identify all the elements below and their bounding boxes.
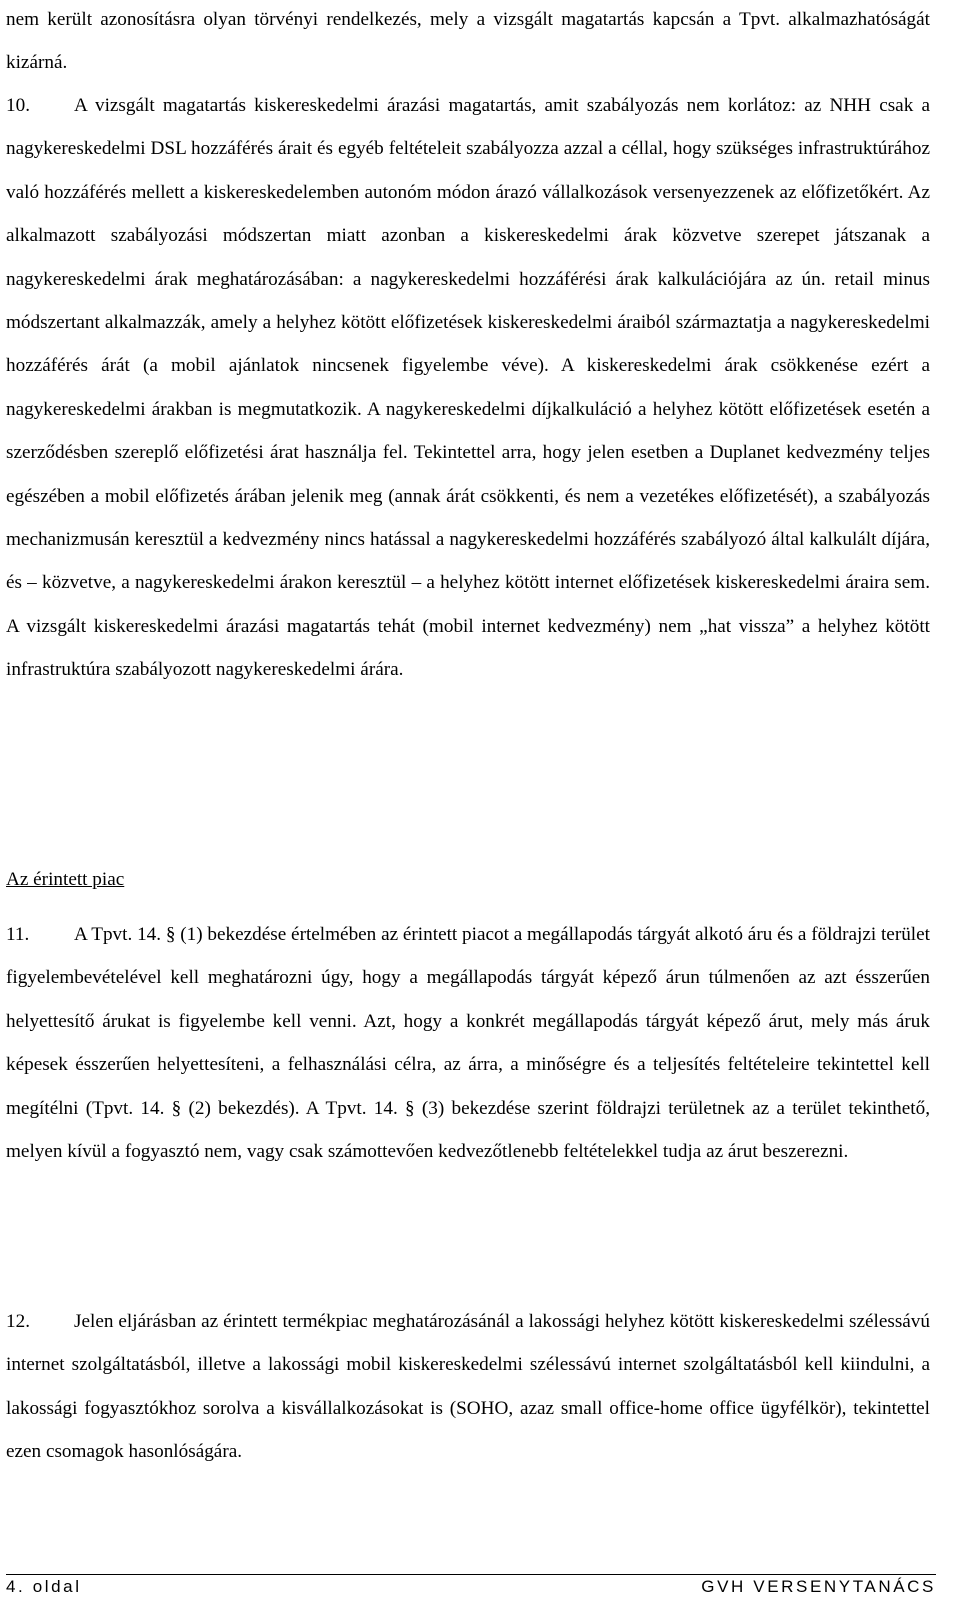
section-heading: Az érintett piac — [6, 869, 125, 890]
paragraph-text: Jelen eljárásban az érintett termékpiac meghatározásánál a lakossági helyhez kötött kiskereskedelmi szélessávú internet szolgáltatásból, illetve a lakossági mobil kiskereskedelmi szélessávú internet szolgáltatásból kell kiindulni, a lakossági fogyasztókhoz sorolva a kisvállalkozásokat is (SOHO, azaz small office-home office ügyfélkör), tekintettel ezen csomagok hasonlóságára. — [6, 1311, 930, 1463]
paragraph-number: 10. — [6, 95, 30, 116]
paragraph-text: A vizsgált magatartás kiskereskedelmi árazási magatartás, amit szabályozás nem korlátoz: az NHH csak a nagykereskedelmi DSL hozzáférés árait és egyéb feltételeit szabályozza azzal a céllal, hogy szükséges infrastruktúrához való hozzáférés mellett a kiskereskedelemben autonóm módon árazó vállalkozások versenyezzenek az előfizetőkért. Az alkalmazott szabályozási módszertan miatt azonban a kiskereskedelmi árak közvetve szerepet játszanak a nagykereskedelmi árak meghatározásában: a nagykereskedelmi hozzáférési árak kalkulációjára az ún. retail minus módszertant alkalmazzák, amely a helyhez kötött előfizetések kiskereskedelmi áraiból származtatja a nagykereskedelmi hozzáférés árát (a mobil ajánlatok nincsenek figyelembe véve). A kiskereskedelmi árak csökkenése ezért a nagykereskedelmi árakban is megmutatkozik. A nagykereskedelmi díjkalkuláció a helyhez kötött előfizetések esetén a szerződésben szereplő előfizetési árat használja fel. Tekintettel arra, hogy jelen esetben a Duplanet kedvezmény teljes egészében a mobil előfizetés árában jelenik meg (annak árát csökkenti, és nem a vezetékes előfizetését), a szabályozás mechanizmusán keresztül a kedvezmény nincs hatással a nagykereskedelmi hozzáférés szabályozó által kalkulált díjára, és – közvetve, a nagykereskedelmi árakon keresztül – a helyhez kötött internet előfizetések kiskereskedelmi áraira sem. A vizsgált kiskereskedelmi árazási magatartás tehát (mobil internet kedvezmény) nem „hat vissza” a helyhez kötött infrastruktúra szabályozott nagykereskedelmi árára. — [6, 95, 930, 681]
paragraph-11 — [6, 913, 930, 1173]
footer-organization: GVH VERSENYTANÁCS — [701, 1577, 936, 1596]
page-number: 4. oldal — [6, 1577, 82, 1596]
footer-divider — [6, 1574, 936, 1575]
paragraph-12 — [6, 1300, 930, 1474]
paragraph-text: A Tpvt. 14. § (1) bekezdése értelmében az érintett piacot a megállapodás tárgyát alkotó áru és a földrajzi terület figyelembevételével kell meghatározni úgy, hogy a megállapodás tárgyát képező árun túlmenően az azt ésszerűen helyettesítő árukat is figyelembe kell venni. Azt, hogy a konkrét megállapodás tárgyát képező árut, mely más áruk képesek ésszerűen helyettesíteni, a felhasználási célra, az árra, a minőségre és a teljesítés feltételeire tekintettel kell megítélni (Tpvt. 14. § (2) bekezdés). A Tpvt. 14. § (3) bekezdése szerint földrajzi területnek az a terület tekinthető, melyen kívül a fogyasztó nem, vagy csak számottevően kedvezőtlenebb feltételekkel tudja az árut beszerezni. — [6, 924, 930, 1163]
paragraph-number: 11. — [6, 924, 30, 945]
paragraph-10 — [6, 84, 930, 692]
paragraph-number: 12. — [6, 1311, 30, 1332]
intro-paragraph: nem került azonosításra olyan törvényi rendelkezés, mely a vizsgált magatartás kapcsán a Tpvt. alkalmazhatóságát kizárná. — [6, 9, 930, 74]
